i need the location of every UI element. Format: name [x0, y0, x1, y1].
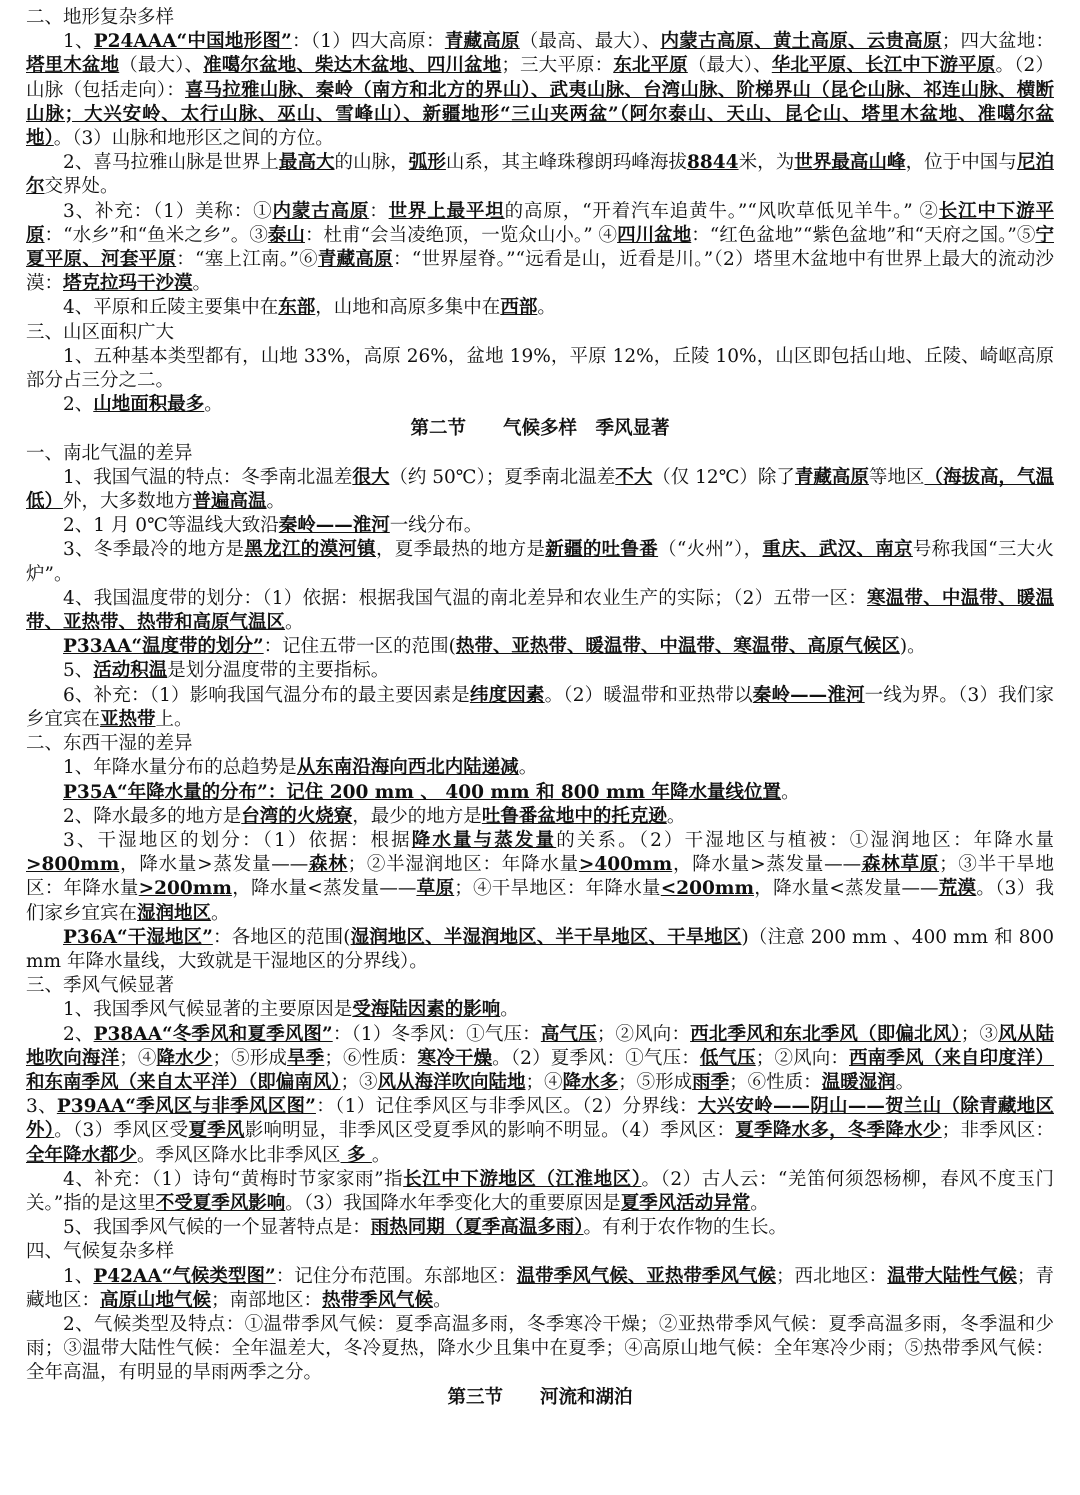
text: ：各地区的范围(: [212, 926, 351, 948]
paragraph-precip-trend: [26, 756, 1054, 780]
text: 2、喜马拉雅山脉是世界上: [63, 152, 279, 174]
key-term: 不受夏季风影响: [155, 1192, 286, 1214]
paragraph-terrain-map: [26, 30, 1054, 151]
key-term: 高原山地气候: [100, 1289, 212, 1311]
text: ：（1）冬季风：①气压：: [332, 1023, 541, 1045]
text: 4、补充：（1）诗句“黄梅时节家家雨”指: [63, 1168, 404, 1190]
text: 山系，其主峰珠穆朗玛峰海拔: [445, 152, 688, 174]
key-term: 华北平原、长江中下游平原: [771, 55, 996, 77]
text: ；②风向：: [596, 1023, 691, 1045]
text: ；⑥性质：: [324, 1047, 418, 1069]
key-term: 世界最高山峰: [794, 152, 906, 174]
text: 交界处。: [44, 176, 119, 198]
text: 1、年降水量分布的总趋势是: [63, 757, 297, 779]
map-reference: P39AA“季风区与非季风区图”: [56, 1096, 316, 1118]
text: （最大）、: [119, 55, 204, 77]
key-term: 西南季风（来自印度洋）和东南季风（来自太平洋）（即偏南风）: [26, 1047, 1054, 1093]
key-term: 寒冷干燥: [417, 1047, 493, 1069]
paragraph-himalaya: [26, 151, 1054, 199]
paragraph-p35-map: [26, 781, 1054, 805]
text: ：“水乡”和“鱼米之乡”。③: [44, 224, 268, 246]
text: 。: [285, 612, 304, 634]
key-term: 青藏高原: [794, 466, 869, 488]
paragraph-monsoon-cause: [26, 998, 1054, 1022]
key-term: 世界上最平坦: [388, 200, 505, 222]
text: 。（3）我们家乡宜宾在: [26, 878, 1054, 924]
key-term: 新疆的吐鲁番: [545, 539, 659, 561]
key-term: 很大: [352, 466, 390, 488]
paragraph-accumulated-temp: [26, 659, 1054, 683]
key-term: 塔里木盆地: [26, 55, 120, 77]
key-term: 青藏高原: [444, 31, 520, 53]
key-term: 雨热同期（夏季高温多雨）: [370, 1217, 584, 1239]
text: 。季风区降水比非季风区: [137, 1144, 341, 1166]
text: 3、补充：（1）美称：①: [63, 200, 273, 222]
text: 。: [781, 781, 800, 803]
text: （最大）、: [687, 55, 772, 77]
text: ，最少的地方是: [352, 805, 482, 827]
text: 3、冬季最冷的地方是: [63, 539, 245, 561]
key-term: 弧形: [408, 152, 446, 174]
text: 2、降水最多的地方是: [63, 805, 242, 827]
text: 。有利于农作物的生长。: [583, 1217, 788, 1239]
key-term: （海拔高，气温低）: [26, 466, 1054, 513]
text: ；⑥性质：: [729, 1071, 822, 1093]
key-term: 活动积温: [93, 660, 168, 682]
heading-climate-types: 四、气候复杂多样: [26, 1241, 175, 1263]
text: 。（3）我国降水年季变化大的重要原因是: [285, 1192, 621, 1214]
text: )（注意 200 mm 、400 mm 和 800 mm 年降水量线，大致就是干湿地区的分界线）。: [26, 926, 1055, 972]
key-term: 全年降水都少: [26, 1144, 138, 1166]
paragraph-temp-supplement: [26, 684, 1054, 732]
text: ；非季风区：: [941, 1120, 1054, 1142]
text: 1、: [63, 1265, 94, 1287]
key-term: 山地面积最多: [93, 394, 205, 416]
key-term: 泰山: [267, 224, 305, 246]
text: 。: [500, 999, 519, 1021]
text: ；⑤形成: [618, 1071, 693, 1093]
key-term: 温暖湿润: [821, 1071, 896, 1093]
key-term: 湿润地区、半湿润地区、半干旱地区、干旱地区: [350, 926, 742, 948]
key-term: 内蒙古高原: [272, 200, 370, 222]
text: ；②半湿润地区：年降水量: [347, 854, 579, 876]
key-term: 受海陆因素的影响: [352, 999, 501, 1021]
paragraph-temp-features: [26, 466, 1054, 514]
key-term: 不大: [615, 466, 653, 488]
key-term: 普遍高温: [192, 491, 267, 513]
key-term: 旱季: [287, 1047, 325, 1069]
key-term: 尼泊尔: [26, 152, 1054, 198]
text: 。: [211, 902, 230, 924]
text: 4、平原和丘陵主要集中在: [63, 297, 279, 319]
text: ；③: [960, 1023, 999, 1045]
key-term: 内蒙古高原、黄土高原、云贵高原: [660, 31, 942, 53]
text: （仅 12℃）除了: [652, 466, 795, 488]
text: ；南部地区：: [211, 1289, 323, 1311]
paragraph-coldest-hottest: [26, 538, 1054, 586]
text: 1、: [63, 31, 94, 53]
text: ；四大盆地：: [941, 31, 1054, 53]
text: 。: [895, 1071, 915, 1093]
text: 2、: [63, 1023, 94, 1045]
text: ：杜甫“会当凌绝顶，一览众山小。” ④: [304, 224, 618, 246]
text: 。（2）夏季风：①气压：: [492, 1047, 700, 1069]
key-term: 荒漠: [938, 878, 977, 900]
paragraph-terrain-types: 1、五种基本类型都有，山地 33%，高原 26%，盆地 19%，平原 12%，丘陵 10%，山区即包括山地、丘陵、崎岖高原部分占三分之二。: [26, 345, 1054, 392]
text: 5、我国季风气候的一个显著特点是：: [63, 1217, 371, 1239]
key-term: 西北季风和东北季风（即偏北风）: [690, 1023, 961, 1045]
text: ；③: [340, 1071, 378, 1093]
text: （约 50℃）；夏季南北温差: [389, 466, 616, 488]
text: 2、: [63, 394, 94, 416]
text: 的高原，“开着汽车追黄牛。”“风吹草低见羊牛。” ②: [504, 200, 939, 222]
text: 。: [666, 805, 686, 827]
text: 号称我国“三大火炉”。: [26, 539, 1054, 585]
key-term: 秦岭——淮河: [752, 684, 865, 706]
key-term: 温带季风气候、亚热带季风气候: [516, 1265, 777, 1287]
heading-temperature: 一、南北气温的差异: [26, 442, 193, 464]
key-term: 最高大: [278, 152, 335, 174]
text: ：“红色盆地”“紫色盆地”和“天府之国。”⑤: [691, 224, 1036, 246]
key-term: 长江中下游平原: [26, 200, 1054, 246]
text: ：记住五带一区的范围(: [263, 636, 456, 658]
key-term: 高气压: [540, 1023, 597, 1045]
text: 4、我国温度带的划分：（1）依据：根据我国气温的南北差异和农业生产的实际；（2）五带一区：: [63, 587, 867, 609]
text: ：“世界屋脊。”“远看是山，近看是川。”（2）塔里木盆地中有世界上最大的流动沙漠：: [26, 249, 1054, 295]
text: 影响明显，非季风区受夏季风的影响不明显。（4）季风区：: [244, 1120, 736, 1142]
key-term: 热带季风气候: [322, 1289, 434, 1311]
heading-dry-wet: 二、东西干湿的差异: [26, 733, 193, 755]
text: 。: [433, 1289, 452, 1311]
key-term: 黑龙江的漠河镇: [244, 539, 376, 561]
text: ，降水量<蒸发量——: [231, 878, 417, 900]
key-term: 西部: [500, 297, 538, 319]
map-reference: P33AA“温度带的划分”: [63, 636, 264, 658]
key-term: 喜马拉雅山脉、秦岭（南方和北方的界山）、武夷山脉、台湾山脉、阶梯界山（昆仑山脉、祁连山脉、横断山脉；大兴安岭、太行山脉、巫山、雪峰山）、新疆地形“三山夹两盆”（阿尔泰山、天山、昆仑山、塔里木盆地、准噶尔盆地）: [26, 79, 1054, 150]
text: ，夏季最热的地方是: [376, 539, 546, 561]
heading-monsoon: 三、季风气候显著: [26, 975, 175, 997]
text: ，位于中国与: [905, 152, 1017, 174]
text: ：: [369, 200, 389, 222]
map-reference: P24AAA“中国地形图”: [93, 31, 292, 53]
key-term: 从东南沿海向西北内陆递减: [296, 757, 519, 779]
key-term: >800mm: [26, 854, 120, 876]
key-term: 夏季风活动异常: [620, 1192, 751, 1214]
text: 3、: [26, 1096, 57, 1118]
paragraph-climate-features: 2、气候类型及特点：①温带季风气候：夏季高温多雨，冬季寒冷干燥；②亚热带季风气候：夏季高温多雨，冬季温和少雨；③温带大陆性气候：全年温差大，冬冷夏热，降水少且集中在夏季；④高原山地气候：全年寒冷少雨；⑤热带季风气候：全年高温，有明显的旱雨两季之分。: [26, 1313, 1054, 1384]
key-term: 风从陆地吹向海洋: [26, 1023, 1054, 1069]
text: 。（2）暖温带和亚热带以: [544, 684, 753, 706]
heading-terrain: 二、地形复杂多样: [26, 7, 175, 28]
paragraph-temp-zones: [26, 587, 1054, 635]
text: 5、: [63, 660, 94, 682]
key-term: 纬度因素: [469, 684, 545, 706]
key-term: 草原: [416, 878, 455, 900]
text: ；③半干旱地区：年降水量: [26, 854, 1054, 900]
key-term: 雨季: [692, 1071, 730, 1093]
key-term: 热带、亚热带、暖温带、中温带、寒温带、高原气候区: [455, 636, 900, 658]
key-term: 东北平原: [613, 55, 688, 77]
text: 一线分布。: [389, 515, 483, 537]
text: 2、1 月 0℃等温线大致沿: [63, 515, 279, 537]
key-term: 夏季降水多，冬季降水少: [735, 1120, 942, 1142]
paragraph-mountain-most: [26, 393, 1054, 417]
heading-mountain-area: 三、山区面积广大: [26, 321, 175, 343]
text: 等地区: [868, 466, 925, 488]
text: ：（1）记住季风区与非季风区。（2）分界线：: [315, 1096, 698, 1118]
text: ：（1）四大高原：: [291, 31, 445, 53]
paragraph-p38-map: [26, 1023, 1054, 1096]
text: 。（2）古人云：“羌笛何须怨杨柳，春风不度玉门关。”指的是这里: [26, 1168, 1054, 1214]
text: （最高、最大）、: [519, 31, 661, 53]
text: ，降水量<蒸发量——: [754, 878, 939, 900]
key-term: 森林草原: [861, 854, 940, 876]
text: 。（3）山脉和地形区之间的方位。: [53, 128, 334, 150]
text: ；三大平原：: [501, 55, 614, 77]
key-term: 风从海洋吹向陆地: [377, 1071, 526, 1093]
section-title-rivers: 第三节 河流和湖泊: [447, 1386, 633, 1408]
key-term: 重庆、武汉、南京: [762, 539, 913, 561]
key-term: 大兴安岭——阴山——贺兰山（除青藏地区外）: [26, 1096, 1054, 1142]
text: 上。: [155, 708, 193, 730]
text: ；④: [119, 1047, 157, 1069]
paragraph-plains-hills: [26, 296, 1054, 320]
text: ；⑤形成: [212, 1047, 288, 1069]
section-title-climate: 第二节 气候多样 季风显著: [410, 418, 670, 440]
paragraph-p33-map: [26, 635, 1054, 659]
text: 是划分温度带的主要指标。: [167, 660, 390, 682]
paragraph-rain-heat: [26, 1216, 1054, 1240]
text: ，山地和高原多集中在: [315, 297, 501, 319]
key-term: 8844: [687, 152, 739, 174]
paragraph-monsoon-supplement: [26, 1168, 1054, 1216]
key-term: 多: [340, 1144, 372, 1166]
text: ；④干旱地区：年降水量: [454, 878, 661, 900]
key-term: 四川盆地: [617, 224, 692, 246]
key-term: 降水少: [156, 1047, 213, 1069]
key-term: 台湾的火烧寮: [241, 805, 353, 827]
map-reference: P36A“干湿地区”: [63, 926, 213, 948]
text: )。: [899, 636, 926, 658]
text: ；④: [525, 1071, 563, 1093]
key-term: 温带大陆性气候: [887, 1265, 1017, 1287]
map-reference: P35A“年降水量的分布”：记住 200 mm 、 400 mm 和 800 mm 年降水量线位置: [63, 781, 782, 803]
text: 1、我国季风气候显著的主要原因是: [63, 999, 353, 1021]
key-term: 塔克拉玛干沙漠: [63, 273, 193, 295]
key-term: 低气压: [699, 1047, 756, 1069]
key-term: >400mm: [578, 854, 673, 876]
key-term: 寒温带、中温带、暖温带、亚热带、热带和高原气温区: [26, 587, 1054, 634]
key-term: 亚热带: [100, 708, 156, 730]
text: 。: [371, 1144, 391, 1166]
text: 的山脉，: [334, 152, 409, 174]
key-term: 森林: [308, 854, 348, 876]
text: 。（3）季风区受: [54, 1120, 189, 1142]
text: 。: [518, 757, 538, 779]
text: 6、补充：（1）影响我国气温分布的最主要因素是: [63, 684, 470, 706]
text: 。: [537, 297, 556, 319]
key-term: 东部: [278, 297, 316, 319]
text: 。: [266, 491, 286, 513]
paragraph-p36-map: [26, 926, 1054, 974]
text: 米，为: [738, 152, 795, 174]
paragraph-precip-extremes: [26, 805, 1054, 829]
paragraph-isotherm: [26, 514, 1054, 538]
text: ，降水量>蒸发量——: [672, 854, 862, 876]
text: 的关系。（2）干湿地区与植被：①湿润地区：年降水量: [556, 829, 1054, 851]
text: ：记住分布范围。东部地区：: [275, 1265, 517, 1287]
text: 。: [192, 273, 212, 295]
key-term: 夏季风: [188, 1120, 245, 1142]
key-term: 湿润地区: [137, 902, 212, 924]
key-term: 青藏高原: [317, 249, 393, 271]
text: 3、干湿地区的划分：（1）依据：根据: [63, 829, 412, 851]
paragraph-nicknames: [26, 200, 1054, 297]
map-reference: P38AA“冬季风和夏季风图”: [93, 1023, 333, 1045]
text: ，降水量>蒸发量——: [119, 854, 309, 876]
paragraph-dry-wet-division: [26, 829, 1054, 926]
key-term: 秦岭——淮河: [278, 515, 390, 537]
text: ；②风向：: [755, 1047, 850, 1069]
text: （“火州”），: [658, 539, 763, 561]
key-term: <200mm: [660, 878, 755, 900]
key-term: 宁夏平原、河套平原: [26, 224, 1054, 271]
key-term: 吐鲁番盆地中的托克逊: [481, 805, 667, 827]
text: 。: [750, 1192, 769, 1214]
text: 外，大多数地方: [63, 491, 193, 513]
map-reference: P42AA“气候类型图”: [93, 1265, 276, 1287]
text: ：“塞上江南。”⑥: [176, 249, 318, 271]
text: ；西北地区：: [776, 1265, 888, 1287]
paragraph-p42-map: [26, 1265, 1054, 1313]
key-term: 降水多: [562, 1071, 619, 1093]
key-term: >200mm: [138, 878, 232, 900]
paragraph-p39-map: [26, 1095, 1054, 1168]
text: 。: [204, 394, 223, 416]
key-term: 长江中下游地区（江淮地区）: [403, 1168, 642, 1190]
key-term: 准噶尔盆地、柴达木盆地、四川盆地: [203, 55, 502, 77]
text: 一线为界。（3）我们家乡宜宾在: [26, 684, 1054, 730]
text: ；青藏地区：: [26, 1265, 1054, 1311]
key-term: 降水量与蒸发量: [411, 829, 557, 851]
text: 1、我国气温的特点：冬季南北温差: [63, 466, 353, 488]
text: 。（2）山脉（包括走向）：: [26, 55, 1054, 101]
